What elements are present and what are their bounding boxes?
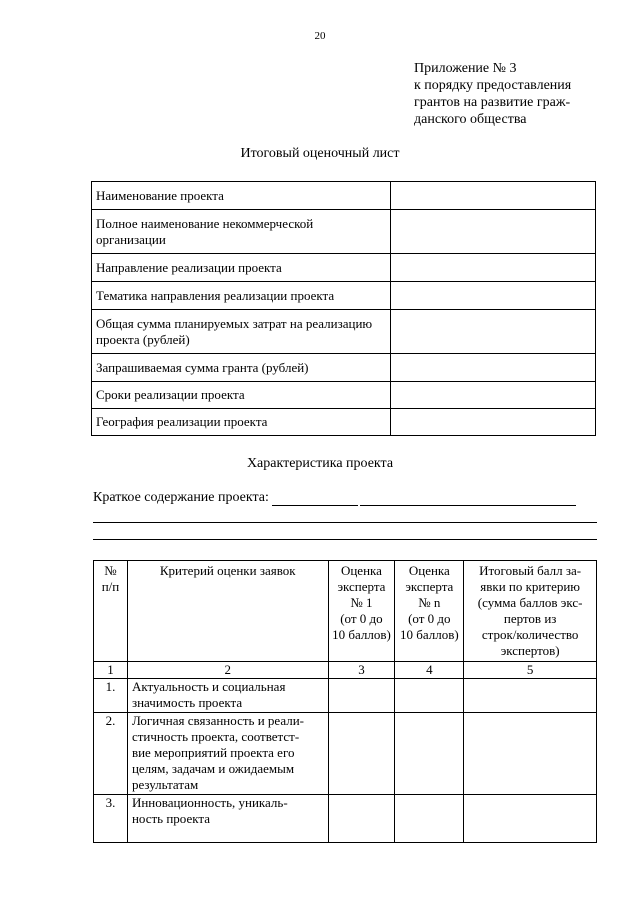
info-label: Запрашиваемая сумма гранта (рублей) bbox=[92, 354, 391, 382]
column-number: 1 bbox=[94, 662, 128, 679]
info-row bbox=[92, 382, 596, 409]
info-label: География реализации проекта bbox=[92, 409, 391, 436]
info-value[interactable] bbox=[391, 354, 596, 382]
score-cell[interactable] bbox=[395, 713, 464, 795]
appendix-line: Приложение № 3 bbox=[414, 61, 517, 76]
appendix-line: к порядку предоставления bbox=[414, 78, 572, 93]
appendix-note bbox=[414, 60, 624, 128]
info-value[interactable] bbox=[391, 282, 596, 310]
summary-blank[interactable] bbox=[360, 490, 576, 506]
score-cell[interactable] bbox=[395, 679, 464, 713]
info-label: Общая сумма планируемых затрат на реализацию проекта (рублей) bbox=[92, 310, 391, 354]
summary-blank[interactable] bbox=[272, 490, 358, 506]
info-value[interactable] bbox=[391, 182, 596, 210]
info-row bbox=[92, 354, 596, 382]
row-number: 3. bbox=[94, 795, 128, 843]
column-numbers-row bbox=[94, 662, 597, 679]
criteria-row bbox=[94, 795, 597, 843]
document-title: Итоговый оценочный лист bbox=[240, 146, 400, 161]
info-value[interactable] bbox=[391, 382, 596, 409]
row-criterion: Актуальность и социальная значимость проекта bbox=[127, 679, 328, 713]
info-row bbox=[92, 409, 596, 436]
row-criterion: Инновационность, уникаль- ность проекта bbox=[127, 795, 328, 843]
total-cell[interactable] bbox=[464, 679, 597, 713]
column-number: 2 bbox=[127, 662, 328, 679]
project-summary bbox=[93, 490, 597, 506]
row-number: 2. bbox=[94, 713, 128, 795]
criteria-header-row bbox=[94, 561, 597, 662]
criteria-table bbox=[93, 560, 597, 843]
row-number: 1. bbox=[94, 679, 128, 713]
column-number: 4 bbox=[395, 662, 464, 679]
summary-label: Краткое содержание проекта: bbox=[93, 490, 269, 505]
appendix-line: грантов на развитие граж- bbox=[414, 95, 571, 110]
info-row bbox=[92, 210, 596, 254]
row-criterion: Логичная связанность и реали- стичность проекта, соответст- вие мероприятий проекта его целям, задачам и ожидаемым результатам bbox=[127, 713, 328, 795]
info-label: Тематика направления реализации проекта bbox=[92, 282, 391, 310]
total-cell[interactable] bbox=[464, 795, 597, 843]
appendix-line: данского общества bbox=[414, 112, 527, 127]
info-row bbox=[92, 254, 596, 282]
info-value[interactable] bbox=[391, 254, 596, 282]
summary-line[interactable] bbox=[93, 522, 597, 523]
section-title: Характеристика проекта bbox=[246, 456, 394, 471]
criteria-row bbox=[94, 713, 597, 795]
score-cell[interactable] bbox=[395, 795, 464, 843]
info-value[interactable] bbox=[391, 210, 596, 254]
info-value[interactable] bbox=[391, 310, 596, 354]
summary-line[interactable] bbox=[93, 539, 597, 540]
column-number: 3 bbox=[328, 662, 395, 679]
header-criterion: Критерий оценки заявок bbox=[127, 561, 328, 662]
column-number: 5 bbox=[464, 662, 597, 679]
header-total: Итоговый балл за- явки по критерию (сумма баллов экс- пертов из строк/количество экспертов) bbox=[464, 561, 597, 662]
project-info-table bbox=[91, 181, 596, 436]
info-label: Сроки реализации проекта bbox=[92, 382, 391, 409]
info-row bbox=[92, 282, 596, 310]
info-label: Наименование проекта bbox=[92, 182, 391, 210]
info-row bbox=[92, 182, 596, 210]
header-number: № п/п bbox=[94, 561, 128, 662]
header-expert-n: Оценка эксперта № n (от 0 до 10 баллов) bbox=[395, 561, 464, 662]
score-cell[interactable] bbox=[328, 713, 395, 795]
info-value[interactable] bbox=[391, 409, 596, 436]
score-cell[interactable] bbox=[328, 795, 395, 843]
page-number: 20 bbox=[314, 30, 326, 42]
info-label: Направление реализации проекта bbox=[92, 254, 391, 282]
info-label: Полное наименование некоммерческой организации bbox=[92, 210, 391, 254]
score-cell[interactable] bbox=[328, 679, 395, 713]
total-cell[interactable] bbox=[464, 713, 597, 795]
header-expert-1: Оценка эксперта № 1 (от 0 до 10 баллов) bbox=[328, 561, 395, 662]
info-row bbox=[92, 310, 596, 354]
criteria-row bbox=[94, 679, 597, 713]
